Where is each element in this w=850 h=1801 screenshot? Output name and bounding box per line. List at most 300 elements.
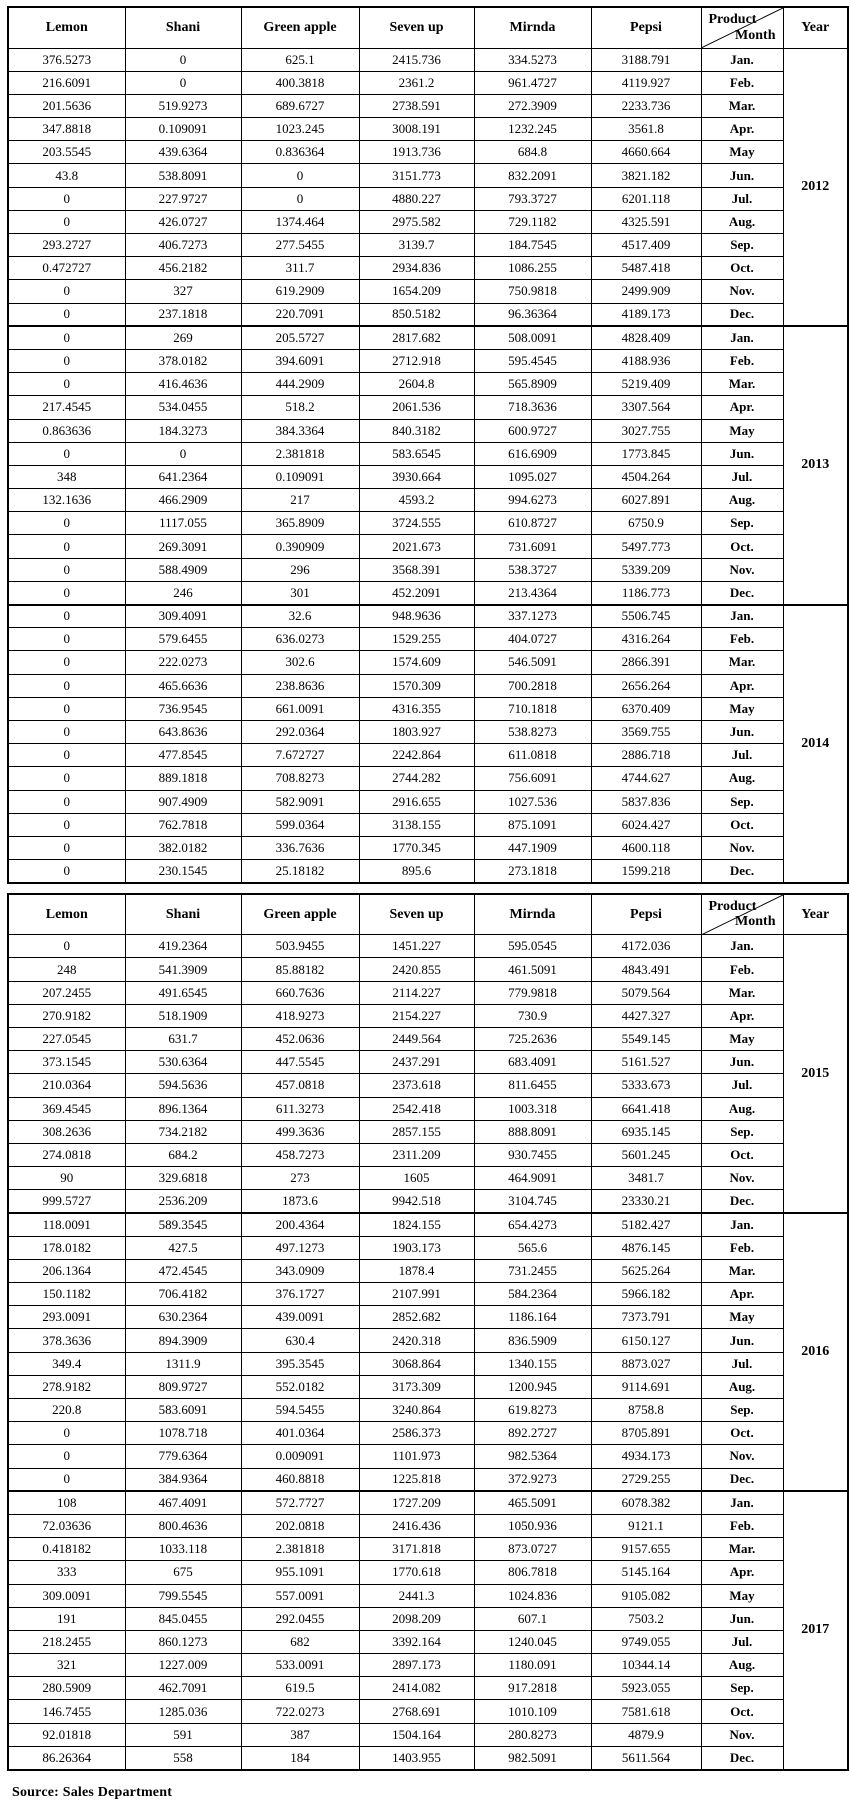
value-cell: 595.4545 xyxy=(474,349,591,372)
month-cell: Feb. xyxy=(701,1236,783,1259)
value-cell: 0 xyxy=(8,187,125,210)
month-cell: Dec. xyxy=(701,860,783,883)
table-row xyxy=(8,326,848,349)
sales-table-2012-2014 xyxy=(7,6,849,884)
value-cell: 472.4545 xyxy=(125,1259,241,1282)
month-cell: Dec. xyxy=(701,1468,783,1491)
value-cell: 3481.7 xyxy=(591,1167,701,1190)
value-cell: 1003.318 xyxy=(474,1097,591,1120)
value-cell: 206.1364 xyxy=(8,1259,125,1282)
table-row xyxy=(8,1561,848,1584)
value-cell: 309.0091 xyxy=(8,1584,125,1607)
value-cell: 464.9091 xyxy=(474,1167,591,1190)
value-cell: 892.2727 xyxy=(474,1422,591,1445)
value-cell: 329.6818 xyxy=(125,1167,241,1190)
value-cell: 4880.227 xyxy=(359,187,474,210)
value-cell: 1078.718 xyxy=(125,1422,241,1445)
value-cell: 2738.591 xyxy=(359,94,474,117)
year-cell: 2012 xyxy=(783,48,848,326)
month-cell: Mar. xyxy=(701,94,783,117)
value-cell: 218.2455 xyxy=(8,1630,125,1653)
value-cell: 0.109091 xyxy=(241,465,359,488)
value-cell: 0 xyxy=(8,512,125,535)
value-cell: 184.3273 xyxy=(125,419,241,442)
value-cell: 661.0091 xyxy=(241,697,359,720)
year-cell: 2013 xyxy=(783,326,848,604)
value-cell: 3188.791 xyxy=(591,48,701,71)
value-cell: 611.0818 xyxy=(474,744,591,767)
value-cell: 213.4364 xyxy=(474,581,591,604)
month-cell: Apr. xyxy=(701,1004,783,1027)
month-cell: Jan. xyxy=(701,326,783,349)
value-cell: 611.3273 xyxy=(241,1097,359,1120)
month-cell: Aug. xyxy=(701,210,783,233)
value-cell: 2233.736 xyxy=(591,94,701,117)
value-cell: 0 xyxy=(8,813,125,836)
value-cell: 730.9 xyxy=(474,1004,591,1027)
value-cell: 722.0273 xyxy=(241,1700,359,1723)
value-cell: 708.8273 xyxy=(241,767,359,790)
value-cell: 280.5909 xyxy=(8,1677,125,1700)
table-row xyxy=(8,1283,848,1306)
value-cell: 9105.082 xyxy=(591,1584,701,1607)
month-cell: May xyxy=(701,697,783,720)
month-cell: Sep. xyxy=(701,234,783,257)
value-cell: 538.3727 xyxy=(474,558,591,581)
value-cell: 2604.8 xyxy=(359,373,474,396)
value-cell: 3240.864 xyxy=(359,1399,474,1422)
value-cell: 273 xyxy=(241,1167,359,1190)
month-cell: Jan. xyxy=(701,1213,783,1236)
month-cell: Jan. xyxy=(701,605,783,628)
table-row xyxy=(8,1422,848,1445)
value-cell: 2768.691 xyxy=(359,1700,474,1723)
value-cell: 5497.773 xyxy=(591,535,701,558)
value-cell: 538.8273 xyxy=(474,720,591,743)
value-cell: 0 xyxy=(8,1422,125,1445)
value-cell: 0 xyxy=(8,628,125,651)
value-cell: 439.6364 xyxy=(125,141,241,164)
value-cell: 1101.973 xyxy=(359,1445,474,1468)
month-cell: Jun. xyxy=(701,1607,783,1630)
value-cell: 384.3364 xyxy=(241,419,359,442)
value-cell: 756.6091 xyxy=(474,767,591,790)
value-cell: 2415.736 xyxy=(359,48,474,71)
value-cell: 682 xyxy=(241,1630,359,1653)
table-row xyxy=(8,94,848,117)
table-row xyxy=(8,1514,848,1537)
value-cell: 1599.218 xyxy=(591,860,701,883)
value-cell: 572.7727 xyxy=(241,1491,359,1514)
month-cell: Feb. xyxy=(701,958,783,981)
value-cell: 349.4 xyxy=(8,1352,125,1375)
table-row xyxy=(8,396,848,419)
month-cell: Mar. xyxy=(701,1259,783,1282)
year-cell: 2014 xyxy=(783,605,848,883)
value-cell: 518.1909 xyxy=(125,1004,241,1027)
value-cell: 533.0091 xyxy=(241,1654,359,1677)
value-cell: 309.4091 xyxy=(125,605,241,628)
value-cell: 0 xyxy=(241,187,359,210)
value-cell: 5333.673 xyxy=(591,1074,701,1097)
value-cell: 203.5545 xyxy=(8,141,125,164)
value-cell: 333 xyxy=(8,1561,125,1584)
value-cell: 6201.118 xyxy=(591,187,701,210)
table-row xyxy=(8,419,848,442)
value-cell: 3139.7 xyxy=(359,234,474,257)
table-row xyxy=(8,1491,848,1514)
table-body-2012-2014 xyxy=(8,48,848,883)
table-row xyxy=(8,720,848,743)
value-cell: 0 xyxy=(8,935,125,958)
value-cell: 4600.118 xyxy=(591,836,701,859)
table-row xyxy=(8,1236,848,1259)
value-cell: 600.9727 xyxy=(474,419,591,442)
value-cell: 895.6 xyxy=(359,860,474,883)
header-mirnda: Mirnda xyxy=(474,7,591,48)
value-cell: 2542.418 xyxy=(359,1097,474,1120)
month-cell: Aug. xyxy=(701,767,783,790)
value-cell: 292.0364 xyxy=(241,720,359,743)
value-cell: 616.6909 xyxy=(474,442,591,465)
value-cell: 1504.164 xyxy=(359,1723,474,1746)
month-cell: Apr. xyxy=(701,1561,783,1584)
value-cell: 118.0091 xyxy=(8,1213,125,1236)
month-cell: Dec. xyxy=(701,303,783,326)
value-cell: 2420.318 xyxy=(359,1329,474,1352)
month-cell: Jun. xyxy=(701,720,783,743)
value-cell: 1873.6 xyxy=(241,1190,359,1213)
value-cell: 654.4273 xyxy=(474,1213,591,1236)
value-cell: 0.390909 xyxy=(241,535,359,558)
table-row xyxy=(8,1074,848,1097)
product-month-header xyxy=(701,894,783,935)
header-row xyxy=(8,894,848,935)
value-cell: 684.2 xyxy=(125,1143,241,1166)
value-cell: 0.009091 xyxy=(241,1445,359,1468)
value-cell: 456.2182 xyxy=(125,257,241,280)
value-cell: 444.2909 xyxy=(241,373,359,396)
table-row xyxy=(8,1259,848,1282)
value-cell: 5182.427 xyxy=(591,1213,701,1236)
table-row xyxy=(8,628,848,651)
value-cell: 1770.345 xyxy=(359,836,474,859)
value-cell: 0.863636 xyxy=(8,419,125,442)
month-cell: Oct. xyxy=(701,813,783,836)
value-cell: 0 xyxy=(8,581,125,604)
month-cell: Oct. xyxy=(701,1143,783,1166)
value-cell: 565.8909 xyxy=(474,373,591,396)
value-cell: 4172.036 xyxy=(591,935,701,958)
value-cell: 202.0818 xyxy=(241,1514,359,1537)
table-row xyxy=(8,1004,848,1027)
value-cell: 427.5 xyxy=(125,1236,241,1259)
header-year: Year xyxy=(783,894,848,935)
table-row xyxy=(8,465,848,488)
value-cell: 1033.118 xyxy=(125,1538,241,1561)
value-cell: 301 xyxy=(241,581,359,604)
value-cell: 1117.055 xyxy=(125,512,241,535)
value-cell: 2744.282 xyxy=(359,767,474,790)
value-cell: 23330.21 xyxy=(591,1190,701,1213)
value-cell: 3930.664 xyxy=(359,465,474,488)
value-cell: 894.3909 xyxy=(125,1329,241,1352)
value-cell: 889.1818 xyxy=(125,767,241,790)
value-cell: 660.7636 xyxy=(241,981,359,1004)
value-cell: 404.0727 xyxy=(474,628,591,651)
month-cell: Apr. xyxy=(701,1283,783,1306)
value-cell: 6370.409 xyxy=(591,697,701,720)
value-cell: 376.1727 xyxy=(241,1283,359,1306)
value-cell: 9121.1 xyxy=(591,1514,701,1537)
value-cell: 1824.155 xyxy=(359,1213,474,1236)
value-cell: 4744.627 xyxy=(591,767,701,790)
value-cell: 416.4636 xyxy=(125,373,241,396)
table-row xyxy=(8,1097,848,1120)
table-row xyxy=(8,1306,848,1329)
value-cell: 2154.227 xyxy=(359,1004,474,1027)
value-cell: 457.0818 xyxy=(241,1074,359,1097)
table-row xyxy=(8,187,848,210)
value-cell: 8705.891 xyxy=(591,1422,701,1445)
value-cell: 2242.864 xyxy=(359,744,474,767)
value-cell: 9157.655 xyxy=(591,1538,701,1561)
value-cell: 684.8 xyxy=(474,141,591,164)
value-cell: 4843.491 xyxy=(591,958,701,981)
value-cell: 269 xyxy=(125,326,241,349)
value-cell: 216.6091 xyxy=(8,71,125,94)
value-cell: 2311.209 xyxy=(359,1143,474,1166)
value-cell: 2441.3 xyxy=(359,1584,474,1607)
table-row xyxy=(8,1630,848,1653)
product-label: Product xyxy=(708,12,757,27)
value-cell: 205.5727 xyxy=(241,326,359,349)
month-cell: Mar. xyxy=(701,981,783,1004)
value-cell: 594.5455 xyxy=(241,1399,359,1422)
table-row xyxy=(8,1143,848,1166)
month-cell: Jul. xyxy=(701,1074,783,1097)
table-row xyxy=(8,1654,848,1677)
value-cell: 518.2 xyxy=(241,396,359,419)
value-cell: 557.0091 xyxy=(241,1584,359,1607)
value-cell: 9114.691 xyxy=(591,1375,701,1398)
month-cell: Apr. xyxy=(701,396,783,419)
value-cell: 3138.155 xyxy=(359,813,474,836)
value-cell: 6078.382 xyxy=(591,1491,701,1514)
value-cell: 10344.14 xyxy=(591,1654,701,1677)
value-cell: 2886.718 xyxy=(591,744,701,767)
table-row xyxy=(8,303,848,326)
value-cell: 541.3909 xyxy=(125,958,241,981)
table-row xyxy=(8,581,848,604)
value-cell: 2107.991 xyxy=(359,1283,474,1306)
value-cell: 327 xyxy=(125,280,241,303)
table-row xyxy=(8,935,848,958)
value-cell: 217.4545 xyxy=(8,396,125,419)
value-cell: 200.4364 xyxy=(241,1213,359,1236)
month-cell: May xyxy=(701,141,783,164)
value-cell: 2361.2 xyxy=(359,71,474,94)
value-cell: 499.3636 xyxy=(241,1120,359,1143)
value-cell: 718.3636 xyxy=(474,396,591,419)
value-cell: 5339.209 xyxy=(591,558,701,581)
value-cell: 3151.773 xyxy=(359,164,474,187)
value-cell: 519.9273 xyxy=(125,94,241,117)
value-cell: 734.2182 xyxy=(125,1120,241,1143)
value-cell: 6750.9 xyxy=(591,512,701,535)
month-cell: Jun. xyxy=(701,1329,783,1352)
table-row xyxy=(8,1120,848,1143)
month-cell: May xyxy=(701,1306,783,1329)
value-cell: 1023.245 xyxy=(241,118,359,141)
value-cell: 1770.618 xyxy=(359,1561,474,1584)
value-cell: 832.2091 xyxy=(474,164,591,187)
month-cell: Oct. xyxy=(701,1422,783,1445)
value-cell: 395.3545 xyxy=(241,1352,359,1375)
table-row xyxy=(8,141,848,164)
value-cell: 347.8818 xyxy=(8,118,125,141)
value-cell: 3724.555 xyxy=(359,512,474,535)
month-cell: Sep. xyxy=(701,1677,783,1700)
value-cell: 4325.591 xyxy=(591,210,701,233)
month-cell: Dec. xyxy=(701,1746,783,1769)
value-cell: 5161.527 xyxy=(591,1051,701,1074)
value-cell: 961.4727 xyxy=(474,71,591,94)
value-cell: 2098.209 xyxy=(359,1607,474,1630)
month-cell: Jun. xyxy=(701,164,783,187)
value-cell: 0 xyxy=(8,836,125,859)
value-cell: 3173.309 xyxy=(359,1375,474,1398)
value-cell: 948.9636 xyxy=(359,605,474,628)
value-cell: 5837.836 xyxy=(591,790,701,813)
table-row xyxy=(8,1167,848,1190)
value-cell: 873.0727 xyxy=(474,1538,591,1561)
value-cell: 7581.618 xyxy=(591,1700,701,1723)
header-pepsi: Pepsi xyxy=(591,894,701,935)
value-cell: 3821.182 xyxy=(591,164,701,187)
value-cell: 508.0091 xyxy=(474,326,591,349)
value-cell: 0.418182 xyxy=(8,1538,125,1561)
value-cell: 293.2727 xyxy=(8,234,125,257)
value-cell: 2499.909 xyxy=(591,280,701,303)
value-cell: 293.0091 xyxy=(8,1306,125,1329)
value-cell: 1095.027 xyxy=(474,465,591,488)
value-cell: 0 xyxy=(8,535,125,558)
value-cell: 369.4545 xyxy=(8,1097,125,1120)
value-cell: 2061.536 xyxy=(359,396,474,419)
value-cell: 982.5364 xyxy=(474,1445,591,1468)
month-cell: Oct. xyxy=(701,535,783,558)
value-cell: 584.2364 xyxy=(474,1283,591,1306)
value-cell: 191 xyxy=(8,1607,125,1630)
value-cell: 643.8636 xyxy=(125,720,241,743)
value-cell: 418.9273 xyxy=(241,1004,359,1027)
value-cell: 7.672727 xyxy=(241,744,359,767)
month-cell: Jul. xyxy=(701,744,783,767)
table-row xyxy=(8,489,848,512)
value-cell: 619.8273 xyxy=(474,1399,591,1422)
value-cell: 1227.009 xyxy=(125,1654,241,1677)
value-cell: 710.1818 xyxy=(474,697,591,720)
table-row xyxy=(8,535,848,558)
value-cell: 850.5182 xyxy=(359,303,474,326)
value-cell: 0.472727 xyxy=(8,257,125,280)
month-cell: Jan. xyxy=(701,1491,783,1514)
value-cell: 1374.464 xyxy=(241,210,359,233)
value-cell: 246 xyxy=(125,581,241,604)
value-cell: 999.5727 xyxy=(8,1190,125,1213)
value-cell: 700.2818 xyxy=(474,674,591,697)
value-cell: 43.8 xyxy=(8,164,125,187)
month-label: Month xyxy=(735,914,776,930)
value-cell: 994.6273 xyxy=(474,489,591,512)
value-cell: 840.3182 xyxy=(359,419,474,442)
value-cell: 0 xyxy=(8,326,125,349)
value-cell: 2.381818 xyxy=(241,442,359,465)
value-cell: 4593.2 xyxy=(359,489,474,512)
month-cell: Aug. xyxy=(701,1097,783,1120)
value-cell: 401.0364 xyxy=(241,1422,359,1445)
value-cell: 108 xyxy=(8,1491,125,1514)
table-row xyxy=(8,1352,848,1375)
table-row xyxy=(8,1329,848,1352)
value-cell: 2852.682 xyxy=(359,1306,474,1329)
value-cell: 779.9818 xyxy=(474,981,591,1004)
value-cell: 132.1636 xyxy=(8,489,125,512)
value-cell: 610.8727 xyxy=(474,512,591,535)
value-cell: 6027.891 xyxy=(591,489,701,512)
value-cell: 558 xyxy=(125,1746,241,1769)
value-cell: 0 xyxy=(8,720,125,743)
month-cell: May xyxy=(701,1028,783,1051)
value-cell: 238.8636 xyxy=(241,674,359,697)
table-row xyxy=(8,981,848,1004)
table-row xyxy=(8,1723,848,1746)
value-cell: 2656.264 xyxy=(591,674,701,697)
month-cell: Mar. xyxy=(701,373,783,396)
month-cell: Jun. xyxy=(701,1051,783,1074)
value-cell: 793.3727 xyxy=(474,187,591,210)
value-cell: 4188.936 xyxy=(591,349,701,372)
value-cell: 845.0455 xyxy=(125,1607,241,1630)
value-cell: 4504.264 xyxy=(591,465,701,488)
value-cell: 0 xyxy=(8,442,125,465)
value-cell: 636.0273 xyxy=(241,628,359,651)
month-cell: Nov. xyxy=(701,558,783,581)
value-cell: 296 xyxy=(241,558,359,581)
value-cell: 8873.027 xyxy=(591,1352,701,1375)
value-cell: 630.4 xyxy=(241,1329,359,1352)
table-row xyxy=(8,1746,848,1769)
value-cell: 583.6545 xyxy=(359,442,474,465)
table-row xyxy=(8,1190,848,1213)
value-cell: 321 xyxy=(8,1654,125,1677)
month-cell: Jan. xyxy=(701,935,783,958)
table-row xyxy=(8,1213,848,1236)
value-cell: 5219.409 xyxy=(591,373,701,396)
value-cell: 343.0909 xyxy=(241,1259,359,1282)
value-cell: 6935.145 xyxy=(591,1120,701,1143)
table-row xyxy=(8,813,848,836)
value-cell: 599.0364 xyxy=(241,813,359,836)
value-cell: 292.0455 xyxy=(241,1607,359,1630)
value-cell: 591 xyxy=(125,1723,241,1746)
value-cell: 0 xyxy=(8,697,125,720)
month-cell: Sep. xyxy=(701,512,783,535)
value-cell: 384.9364 xyxy=(125,1468,241,1491)
value-cell: 860.1273 xyxy=(125,1630,241,1653)
table-row xyxy=(8,767,848,790)
